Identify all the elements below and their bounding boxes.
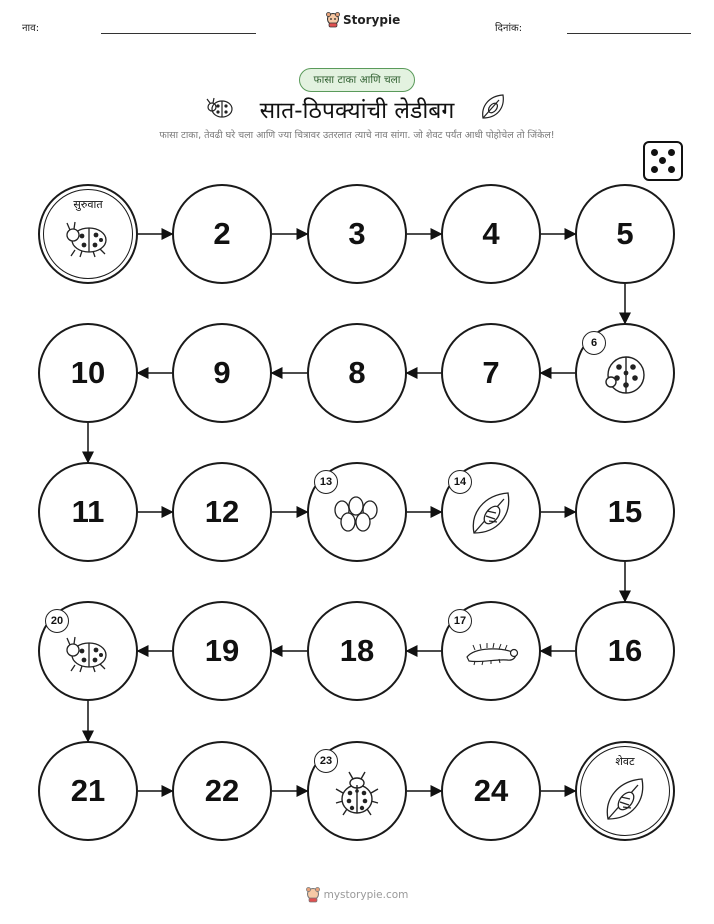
board-space-4[interactable] [441, 184, 541, 284]
eggs-icon [330, 492, 384, 540]
space-number: 19 [204, 633, 240, 668]
board-space-15[interactable] [575, 462, 675, 562]
space-number: 22 [204, 773, 240, 808]
space-number: 5 [616, 216, 634, 251]
space-number: 15 [607, 494, 643, 529]
date-label: दिनांक: [495, 23, 523, 34]
space-number: 4 [482, 216, 500, 251]
name-line[interactable] [101, 33, 256, 34]
space-number: 3 [348, 216, 366, 251]
date-line[interactable] [567, 33, 691, 34]
board-space-10[interactable] [38, 323, 138, 423]
space-number: 9 [213, 355, 231, 390]
ladybug-shell-icon [602, 352, 648, 402]
space-number: 12 [204, 494, 240, 529]
board-space-12[interactable] [172, 462, 272, 562]
spotted-ladybug-icon [333, 769, 381, 821]
end-space[interactable] [575, 741, 675, 841]
pupa-leaf-icon [602, 775, 648, 829]
larva-icon [461, 639, 521, 671]
board-space-24[interactable] [441, 741, 541, 841]
ladybug-title-icon [206, 94, 236, 120]
space-number: 21 [70, 773, 106, 808]
space-number: 10 [70, 355, 106, 390]
game-type-pill: फासा टाका आणि चला [299, 68, 415, 92]
space-number: 24 [473, 773, 509, 808]
footer [0, 887, 714, 903]
end-label: शेवट [615, 755, 635, 768]
board-space-9[interactable] [172, 323, 272, 423]
storypie-mascot-icon [306, 887, 320, 903]
space-number: 11 [71, 494, 105, 529]
board-space-21[interactable] [38, 741, 138, 841]
footer-url: mystorypie.com [323, 889, 409, 901]
pupa-leaf-icon [468, 489, 514, 543]
leaf-title-icon [479, 92, 507, 122]
board-space-13[interactable] [307, 462, 407, 562]
space-number: 16 [607, 633, 643, 668]
storypie-mascot-icon [326, 12, 340, 28]
board-space-2[interactable] [172, 184, 272, 284]
board-space-5[interactable] [575, 184, 675, 284]
space-number: 8 [348, 355, 366, 390]
space-number: 7 [482, 355, 500, 390]
space-number: 2 [213, 216, 231, 251]
space-number-badge: 14 [448, 470, 472, 494]
ladybug-icon [65, 633, 111, 677]
name-label: नाव: [22, 23, 40, 34]
board-space-11[interactable] [38, 462, 138, 562]
space-number-badge: 6 [582, 331, 606, 355]
dice-five-icon[interactable] [643, 141, 683, 181]
board-space-6[interactable] [575, 323, 675, 423]
board-space-19[interactable] [172, 601, 272, 701]
start-space[interactable] [38, 184, 138, 284]
brand-name: Storypie [343, 13, 401, 27]
space-number-badge: 20 [45, 609, 69, 633]
ladybug-icon [65, 218, 111, 262]
page-title: सात-ठिपक्यांची लेडीबग [259, 98, 455, 124]
board-space-23[interactable] [307, 741, 407, 841]
brand-logo [326, 12, 400, 28]
board-space-7[interactable] [441, 323, 541, 423]
space-number: 18 [339, 633, 375, 668]
space-number-badge: 23 [314, 749, 338, 773]
board-space-20[interactable] [38, 601, 138, 701]
board-space-17[interactable] [441, 601, 541, 701]
instructions: फासा टाका, तेवढी घरे चला आणि ज्या चित्रावर उतरलात त्याचे नाव सांगा. जो शेवट पर्यंत आधी पोहोचेल तो जिंकेल! [159, 130, 555, 141]
board-space-3[interactable] [307, 184, 407, 284]
space-number-badge: 13 [314, 470, 338, 494]
board-space-22[interactable] [172, 741, 272, 841]
space-number-badge: 17 [448, 609, 472, 633]
start-label: सुरुवात [73, 198, 103, 211]
board-space-18[interactable] [307, 601, 407, 701]
board-space-8[interactable] [307, 323, 407, 423]
board-space-14[interactable] [441, 462, 541, 562]
board-space-16[interactable] [575, 601, 675, 701]
